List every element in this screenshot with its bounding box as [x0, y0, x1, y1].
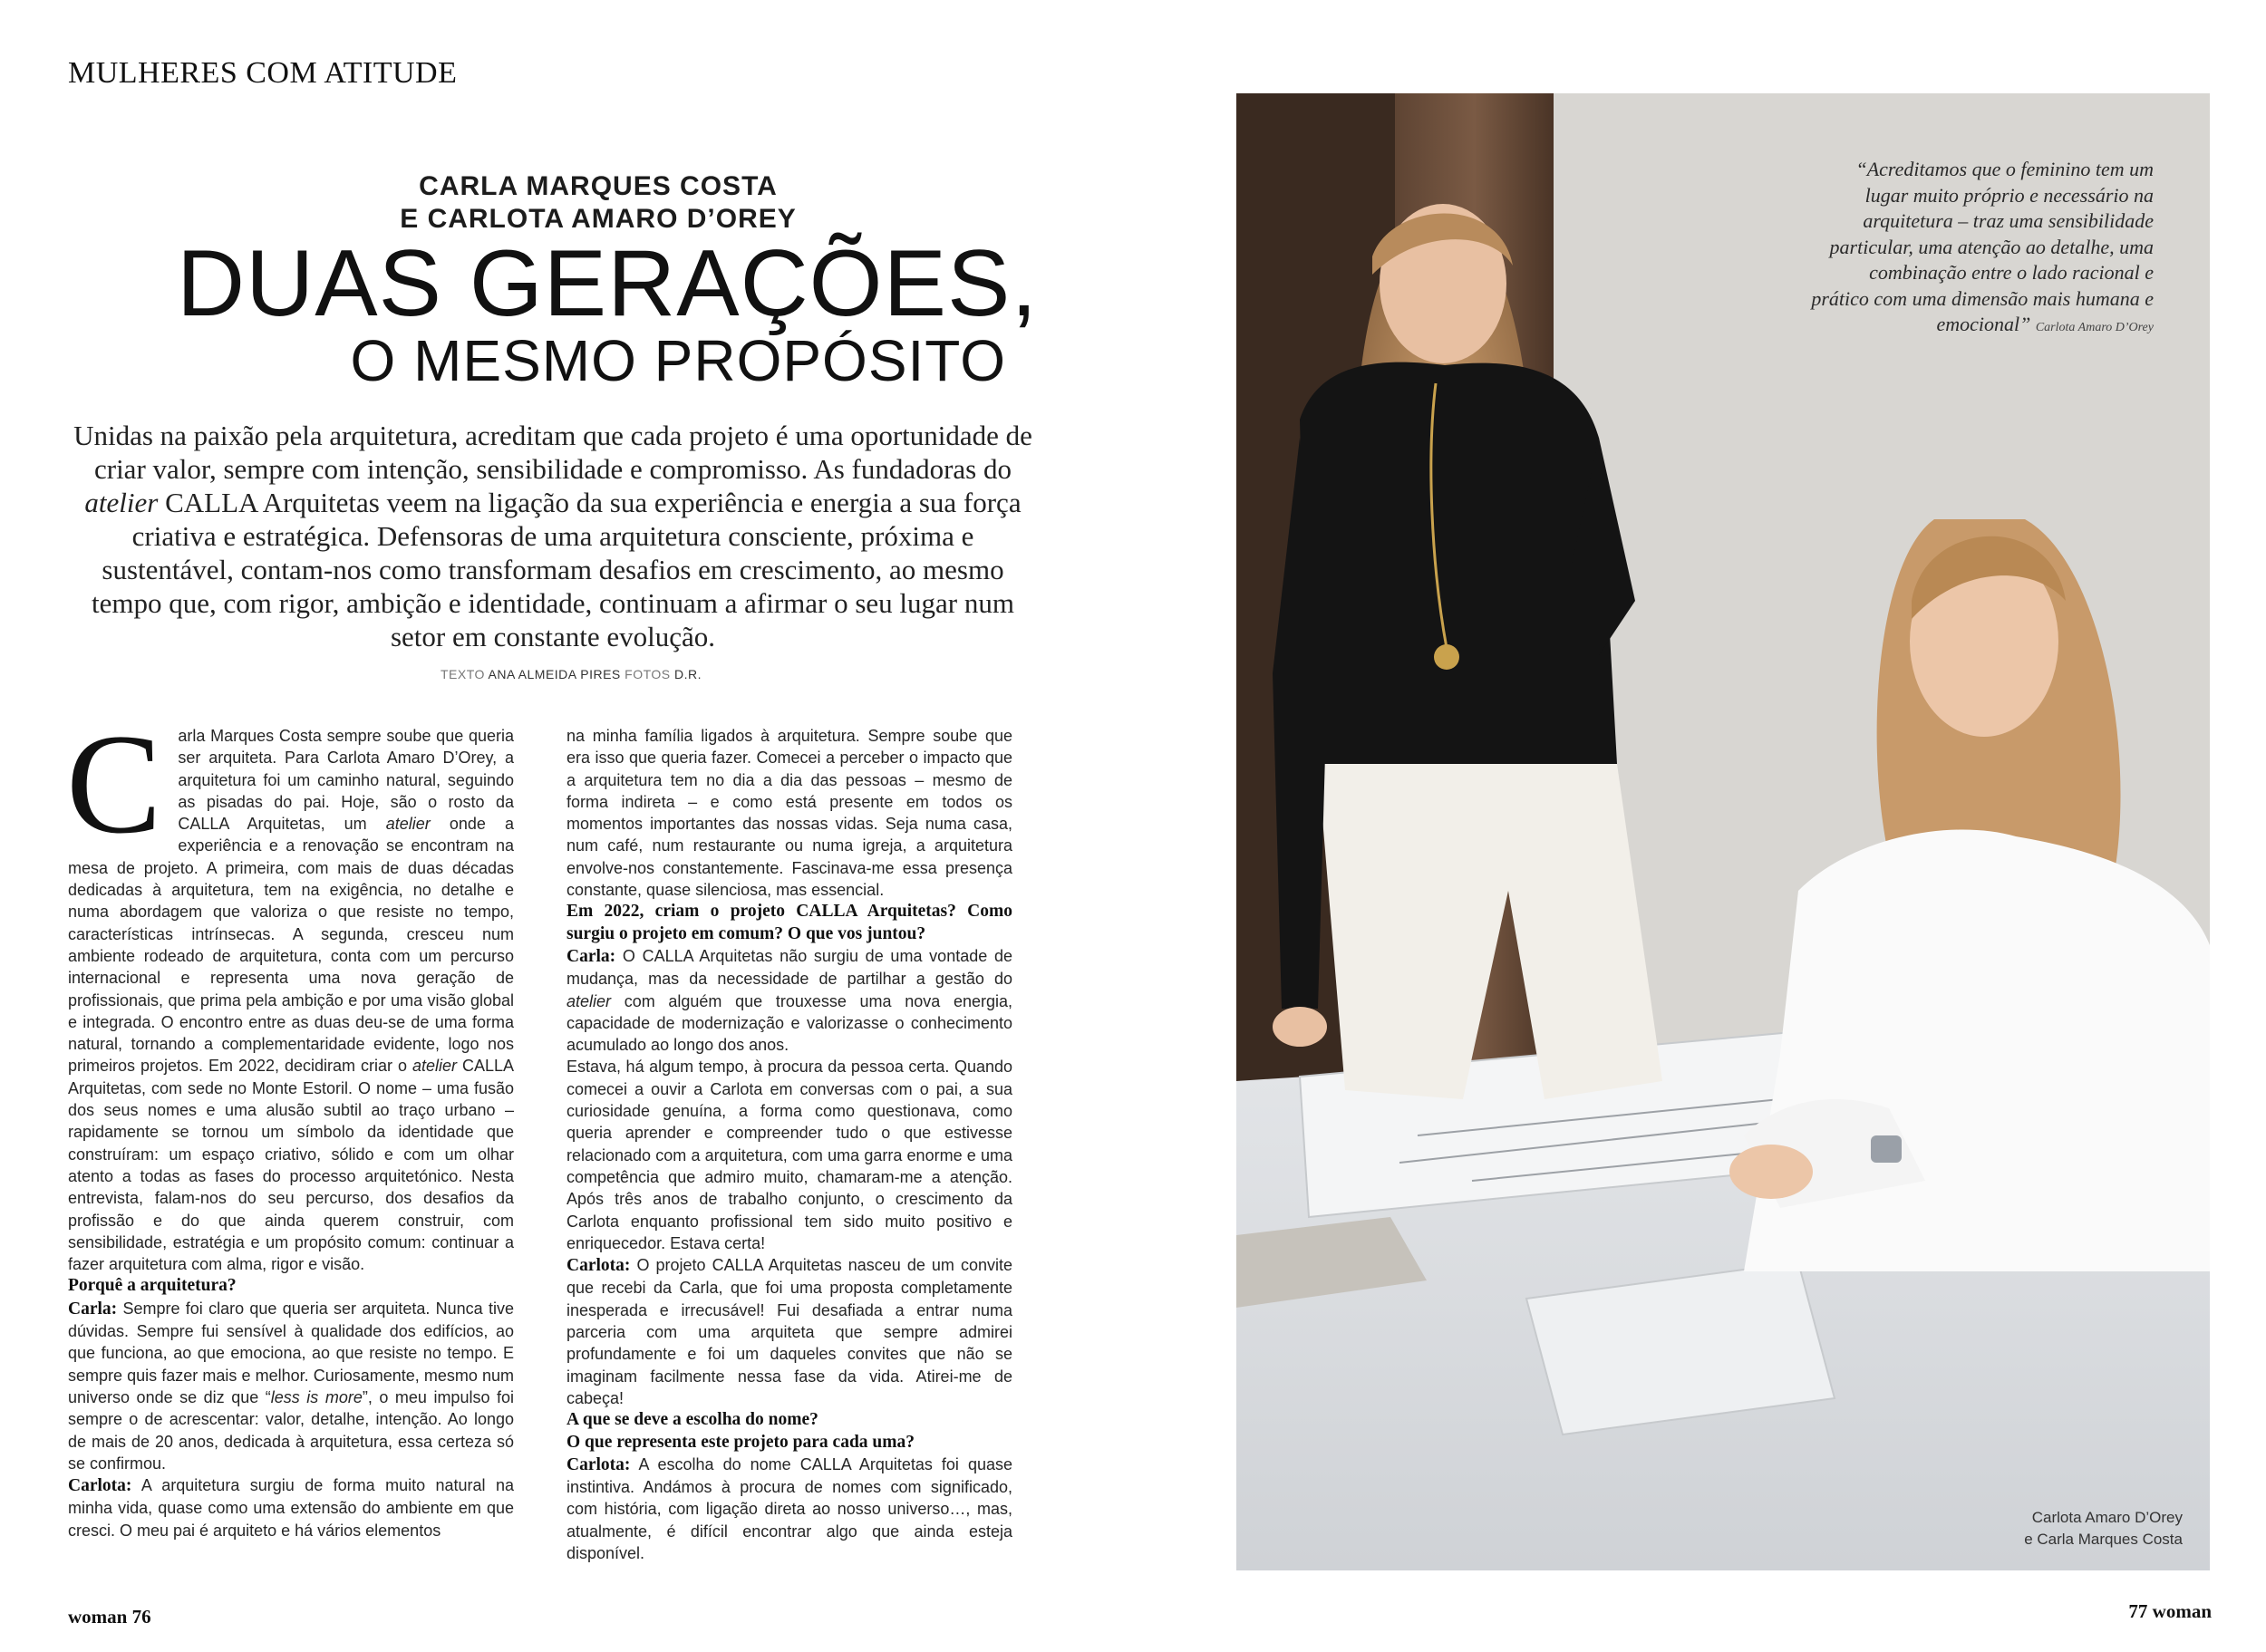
answer-3-carlota-text: A escolha do nome CALLA Arquitetas foi quase instintiva. Andámos à procura de nomes com significado, com história, com ligação direta ao nosso universo…, mas, atualmente, é difícil encontrar algo que ainda esteja disponível. [566, 1454, 1012, 1562]
question-2: Em 2022, criam o projeto CALLA Arquitetas? Como surgiu o projeto em comum? O que vos juntou? [566, 902, 1012, 943]
answer-1-carla [68, 1298, 514, 1474]
lead-italic: atelier [84, 487, 159, 518]
headline-line-2: O MESMO PROPÓSITO [350, 328, 1006, 393]
speaker-carlota: Carlota: [68, 1476, 132, 1496]
article-column-1 [66, 705, 515, 1541]
speaker-carlota: Carlota: [566, 1256, 631, 1276]
answer-2-carla-text-1: O CALLA Arquitetas não surgiu de uma vontade de mudança, mas da necessidade de partilhar a gestão do [566, 946, 1012, 989]
speaker-carlota: Carlota: [566, 1454, 631, 1474]
answer-2-carla-p2: Estava, há algum tempo, à procura da pessoa certa. Quando comecei a ouvir a Carlota em conversas com o pai, a sua curiosidade genuína, a forma como questionava, como queria aprender e compreender tudo o que estivesse relacionado com a arquitetura, com uma garra enorme e uma competência que admiro muito, chamaram-me a atenção. Após três anos de trabalho conjunto, o crescimento da Carlota enquanto profissional tem sido muito positivo e enriquecedor. Estava certa! [566, 1058, 1012, 1252]
intro-text-1: arla Marques Costa sempre soube que queria ser arquiteta. Para Carlota Amaro D’Orey, a arquitetura foi um caminho natural, seguindo as pisadas do pai. Hoje, são o rosto da CALLA Arquitetas, um [178, 727, 514, 834]
headline-line-1: DUAS GERAÇÕES, [177, 231, 1039, 336]
photo-caption [2024, 1507, 2183, 1551]
answer-3-carlota [566, 1454, 1012, 1564]
caption-line-1: Carlota Amaro D’Orey [2031, 1509, 2183, 1526]
answer-2-carla-text-2: com alguém que trouxesse uma nova energia, capacidade de modernização e valorizasse o conhecimento acumulado ao longo dos anos. [566, 991, 1012, 1055]
speaker-carla: Carla: [68, 1299, 118, 1319]
article-column-2 [566, 725, 1012, 1564]
question-1: Porquê a arquitetura? [68, 1276, 237, 1296]
portrait-photo [1236, 93, 2210, 1570]
credit-photo-label: FOTOS [625, 667, 671, 681]
answer-1-carla-text-2: ”, o meu impulso foi sempre o de acrescentar: valor, detalhe, intenção. Ao longo de mais de 20 anos, dedicada à arquitetura, essa certeza só se confirmou. [68, 1387, 515, 1473]
names-line-2: E CARLOTA AMARO D’OREY [400, 204, 797, 234]
drop-cap: C [66, 705, 162, 864]
answer-2-carlota [566, 1254, 1012, 1409]
credit-photo-name: D.R. [674, 667, 702, 681]
interviewee-names [299, 170, 897, 236]
credit-text-name: ANA ALMEIDA PIRES [488, 667, 621, 681]
section-tag: MULHERES COM ATITUDE [68, 56, 458, 90]
question-3-line-2: O que representa este projeto para cada uma? [566, 1432, 915, 1452]
pull-quote [1809, 157, 2154, 342]
lead-text-2: CALLA Arquitetas veem na ligação da sua experiência e energia a sua força criativa e estratégica. Defensoras de uma arquitetura consciente, próxima e sustentável, contam-nos como transformam desafios em crescimento, ao mesmo tempo que, com rigor, ambição e identidade, continuam a afirmar o seu lugar num setor em constante evolução. [92, 487, 1022, 652]
right-page [1133, 0, 2266, 1652]
answer-2-carlota-text: O projeto CALLA Arquitetas nasceu de um convite que recebi da Carla, que foi uma proposta completamente inesperada e irrecusável! Fui desafiada a entrar numa parceria com uma arquiteta que sempre admirei profundamente e foi um daqueles convites que não se imaginam facilmente nessa fase da vida. Atirei-me de cabeça! [566, 1256, 1012, 1407]
intro-italic-1: atelier [385, 815, 431, 834]
pull-quote-attribution: Carlota Amaro D’Orey [2035, 321, 2154, 334]
intro-text-3: CALLA Arquitetas, com sede no Monte Estoril. O nome – uma fusão dos seus nomes e uma alusão subtil ao traço urbano – rapidamente se tornou um símbolo da identidade que construíram: um espaço criativo, sólido e com um olhar atento a todas as fases do processo arquitetónico. Nesta entrevista, falam-nos do seu percurso, dos desafios da profissão e do que ainda querem construir, com sensibilidade, estratégia e um propósito comum: continuar a fazer arquitetura com alma, rigor e visão. [68, 1057, 514, 1274]
speaker-carla: Carla: [566, 946, 616, 966]
intro-italic-2: atelier [412, 1057, 457, 1076]
answer-1-carla-text-1: Sempre foi claro que queria ser arquiteta. Nunca tive dúvidas. Sempre fui sensível à qualidade dos edifícios, ao que funciona, ao que emociona, ao que resiste no tempo. E sempre quis fazer mais e melhor. Curiosamente, mesmo num universo onde se diz que “ [68, 1299, 514, 1406]
answer-1-carla-italic: less is more [270, 1387, 363, 1406]
caption-line-2: e Carla Marques Costa [2024, 1531, 2183, 1548]
lead-paragraph [73, 419, 1033, 653]
pull-quote-text: “Acreditamos que o feminino tem um lugar muito próprio e necessário na arquitetura – traz uma sensibilidade particular, uma atenção ao detalhe, uma combinação entre o lado racional e prático com uma dimensão mais humana e emocional” [1811, 158, 2154, 335]
answer-2-carla [566, 945, 1012, 1056]
page-number-left: woman 76 [68, 1606, 151, 1628]
intro-paragraph [66, 705, 514, 1275]
credits [181, 667, 961, 681]
answer-1-carlota [68, 1474, 514, 1541]
lead-text-1: Unidas na paixão pela arquitetura, acreditam que cada projeto é uma oportunidade de criar valor, sempre com intenção, sensibilidade e compromisso. As fundadoras do [73, 420, 1032, 485]
continued-paragraph: na minha família ligados à arquitetura. Sempre soube que era isso que queria fazer. Comecei a perceber o impacto que a arquitetura tem no dia a dia das pessoas – mesmo de forma indireta – e como está presente em todos os momentos importantes das nossas vidas. Seja numa casa, num café, num restaurante ou numa igreja, a arquitetura envolve-nos constantemente. Fascinava-me essa presença constante, quase silenciosa, mas essencial. [566, 727, 1012, 900]
answer-1-carlota-text: A arquitetura surgiu de forma muito natural na minha vida, quase como uma extensão do ambiente em que cresci. O meu pai é arquiteto e há vários elementos [68, 1476, 514, 1540]
intro-text-2: onde a experiência e a renovação se encontram na mesa de projeto. A primeira, com mais de duas décadas dedicadas à arquitetura, tem na exigência, no detalhe e numa abordagem que valoriza o que resiste no tempo, características intrínsecas. A segunda, cresceu num ambiente rodeado de arquitetura, conta com um percurso internacional e representa uma nova geração de profissionais, que prima pela ambição e por uma visão global e integrada. O encontro entre as duas deu-se de uma forma natural, tornando a complementaridade evidente, logo nos primeiros projetos. Em 2022, decidiram criar o [68, 815, 514, 1076]
page-number-right: 77 woman [2128, 1600, 2212, 1622]
question-3-line-1: A que se deve a escolha do nome? [566, 1410, 818, 1430]
credit-text-label: TEXTO [440, 667, 485, 681]
answer-2-carla-italic: atelier [566, 991, 612, 1010]
names-line-1: CARLA MARQUES COSTA [419, 171, 778, 201]
